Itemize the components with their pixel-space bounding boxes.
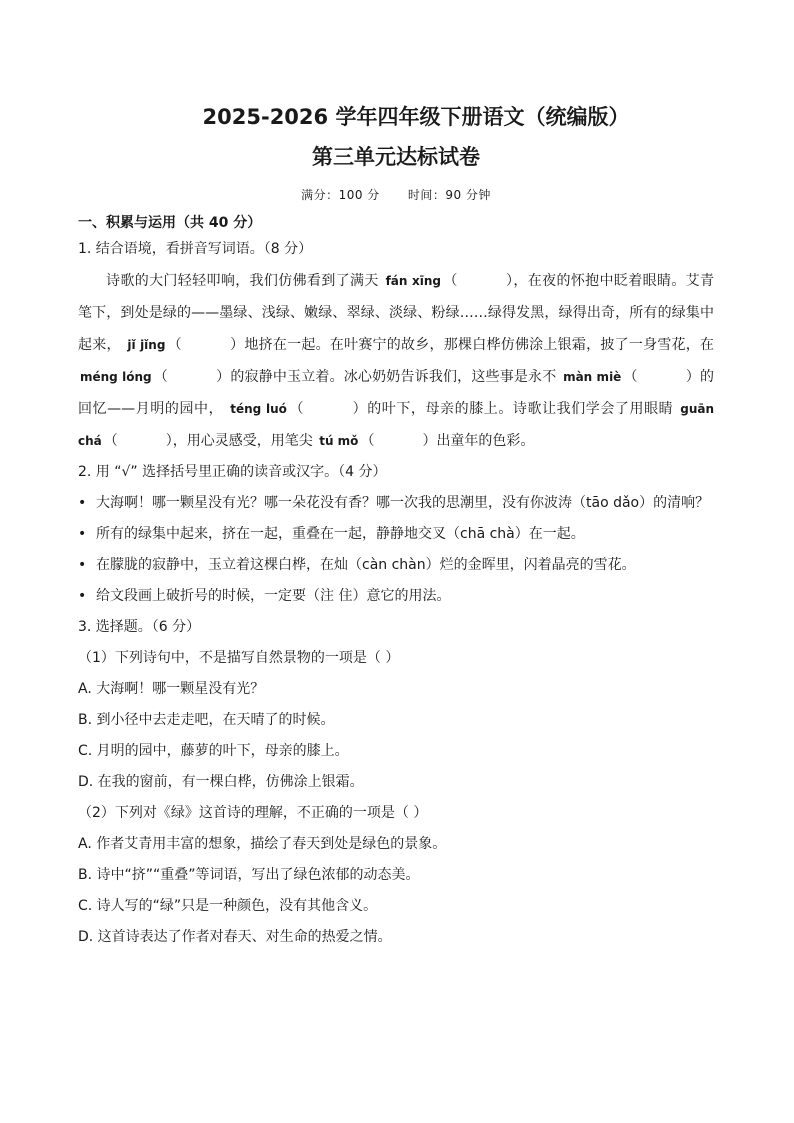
- paren-open: （: [103, 433, 118, 449]
- passage-text: 诗歌的大门轻轻叩响，我们仿佛看到了满天: [106, 273, 379, 289]
- bullet-icon: •: [78, 526, 87, 542]
- pinyin: màn miè: [563, 370, 622, 384]
- paren-open: （: [153, 369, 168, 385]
- passage-text: 出童年的色彩。: [436, 433, 535, 449]
- list-item: [78, 550, 714, 581]
- option-c[interactable]: C. 月明的园中，藤萝的叶下，母亲的膝上。: [78, 743, 349, 759]
- option-a[interactable]: A. 大海啊！哪一颗星没有光？: [78, 681, 265, 697]
- pinyin: fán xīng: [385, 274, 441, 288]
- passage-text: 地挤在一起。在叶赛宁的故乡，那棵白桦仿佛涂上银霜，披了一身雪花，在: [244, 337, 715, 353]
- pinyin: téng luó: [230, 402, 287, 416]
- question-2-stem: 2. 用 “√” 选择括号里正确的读音或汉字。（4 分）: [78, 464, 387, 480]
- pinyin: tú mǒ: [319, 434, 359, 448]
- passage-text: ，在夜的怀抱中眨着眼睛。艾青笔下，到处是绿的——墨绿、浅绿、嫩绿、翠绿、淡绿、粉绿……绿得发黑，绿得出奇，所有的绿集中起来，: [78, 273, 715, 353]
- list-item: [78, 581, 714, 612]
- paren-close: ）: [505, 273, 514, 289]
- paren-open: （: [167, 337, 182, 353]
- paren-close: ）: [229, 337, 245, 353]
- question-3-stem: 3. 选择题。（6 分）: [78, 619, 201, 635]
- paren-close: ）: [685, 369, 701, 385]
- paren-close: ）: [352, 401, 368, 417]
- exam-title: 2025-2026 学年四年级下册语文（统编版）: [202, 105, 630, 129]
- item-text: 在朦胧的寂静中，玉立着这棵白桦，在灿（càn chàn）烂的金晖里，闪着晶亮的雪花。: [96, 557, 636, 573]
- paren-open: （: [623, 369, 638, 385]
- paren-close: ）: [215, 369, 231, 385]
- passage-text: ，用心灵感受，用笔尖: [172, 433, 313, 449]
- sub-question-1: （1）下列诗句中，不是描写自然景物的一项是（ ）: [78, 650, 400, 666]
- paren-open: （: [288, 401, 305, 417]
- list-item: [78, 488, 714, 519]
- exam-meta: [78, 184, 714, 206]
- pinyin: guān chá: [78, 402, 715, 448]
- paren-close: ）: [165, 433, 173, 449]
- exam-time: 时间：90 分钟: [407, 188, 491, 202]
- list-item: [78, 519, 714, 550]
- pinyin: méng lóng: [80, 370, 152, 384]
- paren-open: （: [442, 273, 458, 289]
- passage-text: 的寂静中玉立着。冰心奶奶告诉我们，这些事是永不: [230, 369, 557, 385]
- question-1-stem: 1. 结合语境，看拼音写词语。（8 分）: [78, 241, 313, 257]
- passage-text: 的回忆——月明的园中，: [78, 369, 715, 417]
- item-text: 大海啊！哪一颗星没有光？哪一朵花没有香？哪一次我的思潮里，没有你波涛（tāo dǎo）的清响？: [96, 495, 710, 511]
- option-d[interactable]: D. 在我的窗前，有一棵白桦，仿佛涂上银霜。: [78, 774, 364, 790]
- full-score: 满分：100 分: [301, 188, 380, 202]
- passage-text: 的叶下，母亲的膝上。诗歌让我们学会了用眼睛: [367, 401, 674, 417]
- item-text: 所有的绿集中起来，挤在一起，重叠在一起，静静地交叉（chā chà）在一起。: [96, 526, 585, 542]
- paren-close: ）: [422, 433, 437, 449]
- item-text: 给文段画上破折号的时候，一定要（注 住）意它的用法。: [96, 588, 451, 604]
- paren-open: （: [360, 433, 375, 449]
- section-heading: 一、积累与运用（共 40 分）: [78, 215, 262, 231]
- option-b[interactable]: B. 诗中“挤”“重叠”等词语，写出了绿色浓郁的动态美。: [78, 867, 420, 883]
- question-1-passage: [78, 265, 714, 457]
- pinyin: jǐ jǐng: [127, 338, 166, 352]
- bullet-icon: •: [78, 557, 87, 573]
- sub-question-2: （2）下列对《绿》这首诗的理解，不正确的一项是（ ）: [78, 805, 428, 821]
- bullet-icon: •: [78, 588, 87, 604]
- exam-subtitle: 第三单元达标试卷: [312, 145, 480, 169]
- option-a[interactable]: A. 作者艾青用丰富的想象，描绘了春天到处是绿色的景象。: [78, 836, 447, 852]
- option-c[interactable]: C. 诗人写的“绿”只是一种颜色，没有其他含义。: [78, 898, 378, 914]
- option-b[interactable]: B. 到小径中去走走吧，在天晴了的时候。: [78, 712, 335, 728]
- bullet-icon: •: [78, 495, 87, 511]
- option-d[interactable]: D. 这首诗表达了作者对春天、对生命的热爱之情。: [78, 929, 392, 945]
